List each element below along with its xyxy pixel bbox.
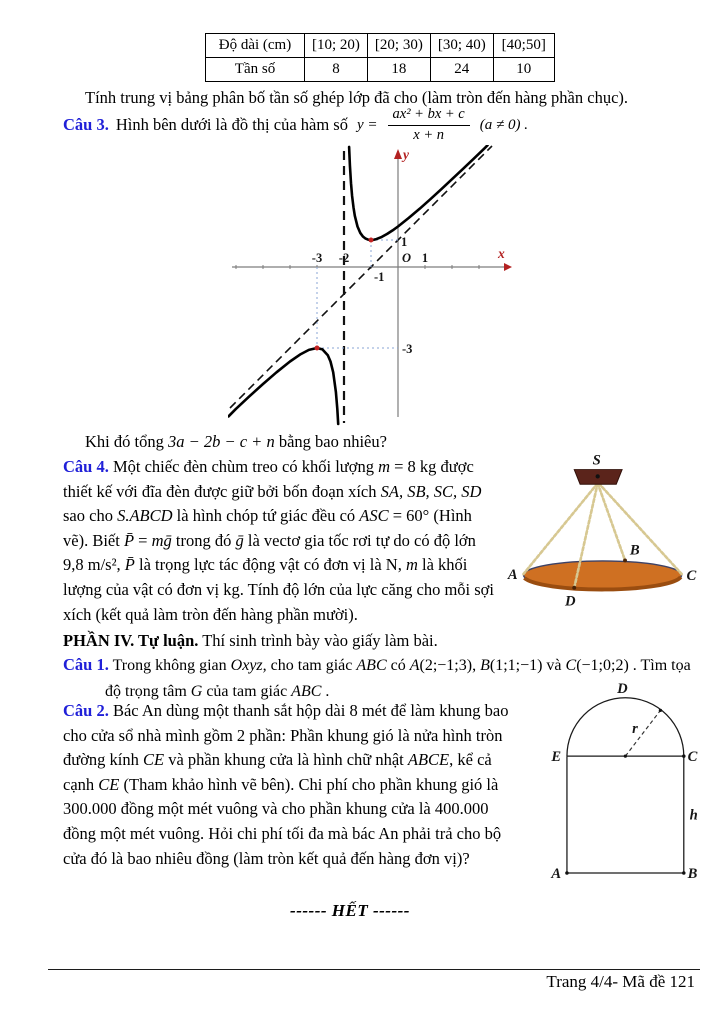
x-tick-label: -3 xyxy=(311,251,323,265)
table-header-frequency: Tần số xyxy=(206,58,305,82)
y-axis-arrow-icon xyxy=(394,149,402,159)
question-4 xyxy=(63,455,496,627)
x-tick-label: 1 xyxy=(421,251,429,265)
figure-points xyxy=(565,709,685,875)
question-2-text: Bác An dùng một thanh sắt hộp dài 8 mét để làm khung bao cho cửa sổ nhà mình gồm 2 phần: Phần khung gió là nửa hình tròn đường kính CE và phần khung cửa là hình chữ nhật ABCE, kể cả cạnh CE (Tham khảo hình vẽ bên). Chi phí cho phần khung gió là 300.000 đồng một mét vuông và cho phần khung cửa là 400.000 đồng một mét vuông. Hỏi chi phí tối đa mà bác An phải trả cho bộ cửa đó là bao nhiêu đồng (làm tròn kết quả đến hàng đơn vị)? xyxy=(63,701,509,868)
x-tick-label: -2 xyxy=(338,251,350,265)
function-lhs: y = xyxy=(356,116,378,133)
vertex-point-b xyxy=(623,558,627,562)
table-frequency-cell: 18 xyxy=(367,58,430,82)
point-label-c: C xyxy=(687,749,698,766)
function-condition: (a ≠ 0) . xyxy=(479,116,528,133)
vertex-label-a: A xyxy=(507,566,518,583)
apex-label: S xyxy=(592,452,601,469)
min-x-value-label: -1 xyxy=(374,270,385,284)
radius-dashed-line xyxy=(625,710,660,756)
table-header-length: Độ dài (cm) xyxy=(206,34,305,58)
curve-upper-branch xyxy=(349,145,487,240)
fraction-numerator: ax² + bx + c xyxy=(388,106,470,126)
frame-lines xyxy=(567,698,684,873)
table-row xyxy=(206,34,555,58)
min-y-value-label: 1 xyxy=(401,235,408,249)
point-label-e: E xyxy=(551,749,562,766)
helper-dotted-lines xyxy=(317,240,398,348)
question-4-text: Một chiếc đèn chùm treo có khối lượng m = 8 kg được thiết kế với đĩa đèn được giữ bởi bốn đoạn xích SA, SB, SC, SD sao cho S.ABCD là hình chóp tứ giác đều có ASC = 60° (Hình vẽ). Biết P̄ = mḡ trong đó ḡ là vectơ gia tốc rơi tự do có độ lớn 9,8 m/s², P̄ là trọng lực tác động vật có đơn vị là N, m là khối lượng của vật có đơn vị kg. Tính độ lớn của lực căng cho mỗi sợi xích (kết quả làm tròn đến hàng phần mười). xyxy=(63,457,494,624)
vertex-point-d xyxy=(572,586,576,590)
oblique-asymptote xyxy=(230,146,492,408)
part-4-heading xyxy=(63,629,438,654)
table-frequency-cell: 24 xyxy=(430,58,493,82)
origin-label: O xyxy=(402,251,412,265)
x-axis-label: x xyxy=(498,246,505,261)
question-3 xyxy=(63,103,528,147)
table-row xyxy=(206,58,555,82)
question-1-label: Câu 1. xyxy=(63,655,109,674)
function-fraction xyxy=(388,106,470,144)
local-max-point xyxy=(315,346,320,351)
mount-hook xyxy=(596,474,600,478)
radius-label: r xyxy=(632,720,638,737)
question-1-line2: độ trọng tâm G của tam giác ABC . xyxy=(105,682,330,700)
table-interval-cell: [30; 40) xyxy=(430,34,493,58)
vertex-label-d: D xyxy=(565,593,576,610)
question-3-ask: Khi đó tổng 3a − 2b − c + n bằng bao nhiêu? xyxy=(85,432,387,451)
frequency-table xyxy=(205,33,555,82)
table-interval-cell: [40;50] xyxy=(493,34,554,58)
part-4-subtitle: Thí sinh trình bày vào giấy làm bài. xyxy=(202,631,438,650)
fraction-denominator: x + n xyxy=(413,126,444,143)
height-label: h xyxy=(689,807,698,824)
vertex-label-b: B xyxy=(629,542,640,559)
question-3-intro: Hình bên dưới là đồ thị của hàm số xyxy=(115,114,348,134)
local-min-point xyxy=(369,238,374,243)
chandelier-figure xyxy=(498,451,713,619)
part-4-title: PHẦN IV. Tự luận. xyxy=(63,631,199,650)
point-label-b: B xyxy=(687,865,698,880)
footer-divider xyxy=(48,969,700,970)
curve-lower-branch xyxy=(229,348,339,424)
table-frequency-cell: 10 xyxy=(493,58,554,82)
max-y-value-label: -3 xyxy=(402,342,413,356)
table-interval-cell: [10; 20) xyxy=(305,34,368,58)
point-label-a: A xyxy=(551,865,562,880)
question-1-line1: Trong không gian Oxyz, cho tam giác ABC có A(2;−1;3), B(1;1;−1) và C(−1;0;2) . Tìm tọa xyxy=(112,657,691,674)
vertex-label-c: C xyxy=(686,567,697,584)
function-graph-figure xyxy=(228,145,513,427)
table-frequency-cell: 8 xyxy=(305,58,368,82)
y-axis-label: y xyxy=(403,147,409,162)
median-question-text: Tính trung vị bảng phân bố tần số ghép lớp đã cho (làm tròn đến hàng phần chục). xyxy=(85,88,629,107)
footer-page-number: Trang 4/4- Mã đề 121 xyxy=(546,972,695,991)
question-2 xyxy=(63,699,524,871)
question-4-label: Câu 4. xyxy=(63,457,109,476)
point-label-d: D xyxy=(617,680,628,697)
window-frame-figure xyxy=(528,680,713,880)
table-interval-cell: [20; 30) xyxy=(367,34,430,58)
x-axis-arrow-icon xyxy=(504,263,512,271)
question-3-label: Câu 3. xyxy=(63,115,109,134)
end-marker: ------ HẾT ------ xyxy=(290,901,410,920)
question-2-label: Câu 2. xyxy=(63,701,109,720)
